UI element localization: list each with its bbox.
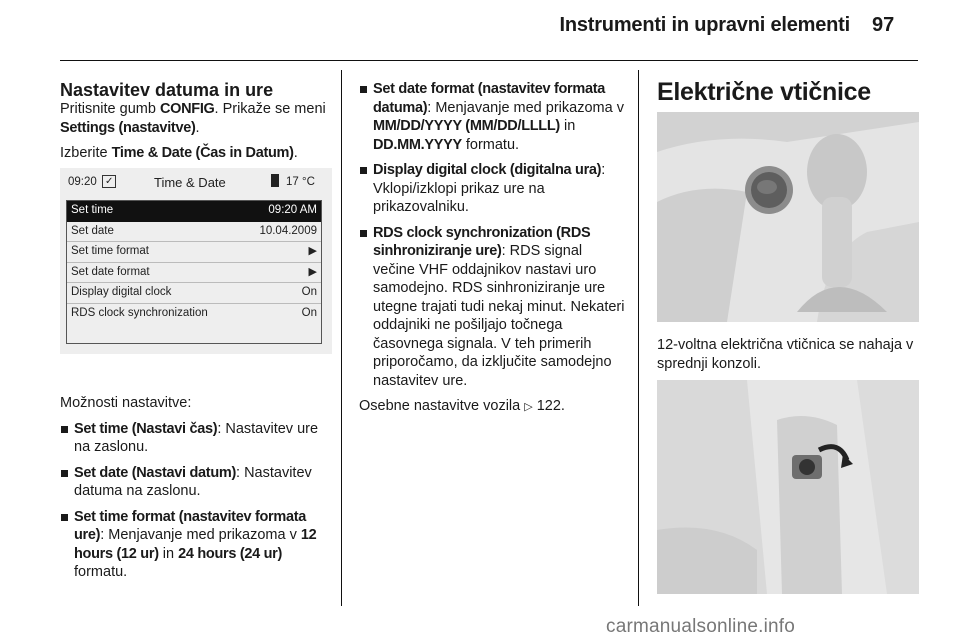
menu-row-label: Set time — [71, 204, 114, 216]
middle-column — [359, 80, 627, 424]
outlet-photo — [657, 380, 919, 594]
text: formatu. — [461, 136, 520, 153]
text: : RDS signal večine VHF oddajnikov nastavi uro samodejno. RDS sinhroniziranje ure utegne trajati tudi nekaj minut. Nekateri oddajniki ne pošiljajo točnega časovnega signala. V teh primerih priporočamo, da izključite samodejno nastavitev ure. — [373, 243, 625, 389]
list-item — [359, 224, 627, 391]
header-rule — [60, 60, 918, 61]
list-item — [60, 464, 330, 501]
config-term: CONFIG — [159, 101, 215, 117]
watermark: carmanualsonline.info — [606, 616, 796, 637]
running-header-title: Instrumenti in upravni elementi — [559, 14, 850, 36]
personal-settings-ref — [359, 397, 627, 417]
list-item — [359, 161, 627, 217]
menu-row — [67, 222, 321, 243]
option-term: 12 hours (12 ur) — [74, 527, 317, 562]
menu-row — [67, 304, 321, 324]
page-number: 97 — [872, 14, 895, 36]
display-clock: 09:20 — [68, 176, 97, 188]
text: in — [559, 118, 576, 134]
display-menu — [66, 200, 322, 344]
options-intro: Možnosti nastavitve: — [60, 395, 192, 411]
time-date-term: Time & Date (Čas in Datum) — [111, 145, 294, 161]
menu-row-value: 09:20 AM — [268, 204, 317, 216]
list-item — [359, 80, 627, 154]
text: : Menjavanje med prikazoma v — [100, 527, 301, 543]
menu-row-label: Set date — [71, 224, 114, 237]
menu-row — [67, 242, 321, 263]
right-column — [657, 78, 921, 106]
menu-row — [67, 263, 321, 284]
menu-row — [67, 283, 321, 304]
options-list-continued — [359, 80, 627, 390]
menu-row-value: On — [301, 286, 317, 298]
text: Izberite — [60, 145, 112, 161]
display-temperature: 17 °C — [286, 176, 315, 188]
option-term: Set time format (nastavitev formata ure) — [74, 508, 307, 543]
outlet-caption — [657, 336, 919, 380]
gear-console-illustration — [657, 112, 919, 322]
section-heading-date-time: Nastavitev datuma in ure — [60, 80, 274, 100]
left-column — [60, 80, 334, 170]
outlet-illustration — [657, 380, 919, 594]
text: Pritisnite gumb — [60, 101, 160, 117]
page-reference[interactable]: 122. — [536, 398, 565, 414]
text: in — [158, 545, 179, 562]
menu-row-label: Set time format — [71, 245, 149, 257]
text: : Nastavitev datuma na zaslonu. — [74, 464, 312, 499]
column-divider-1 — [341, 70, 342, 606]
option-term: DD.MM.YYYY — [373, 136, 462, 153]
text: Osebne nastavitve vozila — [359, 398, 525, 414]
text: : Vklopi/izklopi prikaz ure na prikazovalniku. — [373, 162, 606, 215]
option-term: Set time (Nastavi čas) — [74, 420, 218, 437]
text: : Nastavitev ure na zaslonu. — [74, 420, 319, 455]
menu-row-value: 10.04.2009 — [259, 224, 317, 237]
option-term: 24 hours (24 ur) — [178, 545, 283, 562]
option-term: Set date (Nastavi datum) — [74, 464, 237, 481]
paragraph-select — [60, 144, 334, 163]
checkmark-icon: ✓ — [102, 175, 116, 188]
display-title: Time & Date — [154, 175, 226, 190]
menu-row-label: Display digital clock — [71, 286, 172, 298]
chevron-right-icon: ▶ — [308, 245, 317, 257]
paragraph-config — [60, 100, 334, 137]
menu-row — [67, 201, 321, 222]
options-list — [60, 420, 330, 582]
option-term: Set date format (nastavitev formata datuma) — [373, 81, 606, 116]
section-heading-power-outlets: Električne vtičnice — [657, 78, 871, 106]
phone-icon — [271, 174, 279, 187]
text: . — [195, 119, 200, 136]
gear-console-photo — [657, 112, 919, 322]
display-screenshot — [60, 168, 332, 354]
list-item — [60, 508, 330, 582]
caption-text: 12-voltna električna vtičnica se nahaja v sprednji konzoli. — [657, 337, 914, 372]
left-options — [60, 394, 330, 589]
settings-term: Settings (nastavitve) — [60, 119, 196, 136]
column-divider-2 — [638, 70, 639, 606]
option-term: Display digital clock (digitalna ura) — [373, 162, 602, 178]
display-status-bar — [66, 172, 320, 194]
text: . Prikaže se meni — [214, 101, 326, 117]
menu-row-value: On — [301, 306, 317, 319]
text: . — [293, 145, 298, 161]
menu-row-label: Set date format — [71, 265, 150, 278]
text: formatu. — [74, 564, 128, 580]
option-term: MM/DD/YYYY (MM/DD/LLLL) — [373, 118, 560, 134]
list-item — [60, 420, 330, 457]
option-term: RDS clock synchronization (RDS sinhroniziranje ure) — [373, 224, 591, 259]
menu-row-label: RDS clock synchronization — [71, 306, 208, 319]
text: : Menjavanje med prikazoma v — [427, 99, 624, 116]
reference-arrow-icon: ▷ — [524, 401, 533, 413]
chevron-right-icon: ▶ — [308, 265, 317, 278]
